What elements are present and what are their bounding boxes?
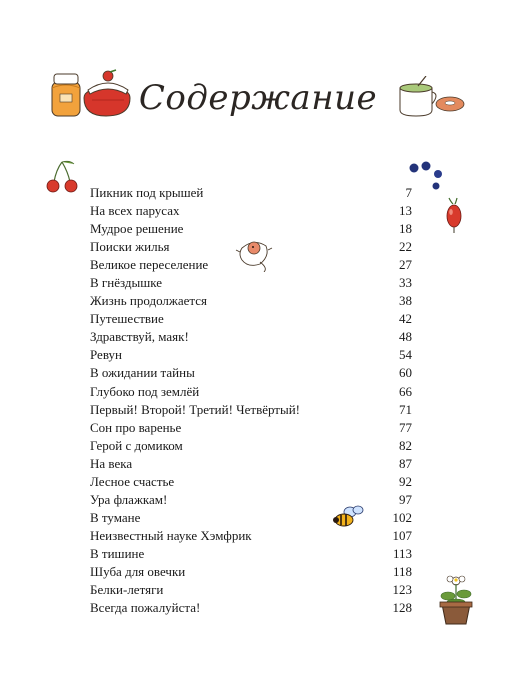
toc-item[interactable] bbox=[90, 581, 412, 599]
toc-item-page: 113 bbox=[392, 545, 412, 561]
toc-item[interactable] bbox=[90, 383, 412, 401]
toc-item[interactable] bbox=[90, 220, 412, 238]
toc-item-page: 48 bbox=[399, 329, 412, 345]
toc-item-page: 33 bbox=[399, 275, 412, 291]
toc-item[interactable] bbox=[90, 292, 412, 310]
toc-item-title: Мудрое решение bbox=[90, 221, 184, 237]
toc-item[interactable] bbox=[90, 419, 412, 437]
toc-item[interactable] bbox=[90, 527, 412, 545]
toc-item-title: Глубоко под землёй bbox=[90, 383, 200, 399]
toc-item[interactable] bbox=[90, 310, 412, 328]
toc-item[interactable] bbox=[90, 563, 412, 581]
toc-item[interactable] bbox=[90, 256, 412, 274]
toc-item[interactable] bbox=[90, 509, 412, 527]
toc-item-title: В тумане bbox=[90, 509, 141, 525]
toc-item-title: Поиски жилья bbox=[90, 239, 170, 255]
toc-item[interactable] bbox=[90, 346, 412, 364]
toc-item[interactable] bbox=[90, 545, 412, 563]
toc-item-title: Белки-летяги bbox=[90, 582, 164, 598]
toc-item-page: 123 bbox=[392, 582, 412, 598]
toc-item-title: Жизнь продолжается bbox=[90, 293, 207, 309]
toc-item[interactable] bbox=[90, 473, 412, 491]
toc-item-page: 42 bbox=[399, 311, 412, 327]
toc-item-title: В ожидании тайны bbox=[90, 365, 195, 381]
toc-item-title: На века bbox=[90, 455, 133, 471]
jam-jars-icon bbox=[48, 68, 134, 120]
toc-item-page: 71 bbox=[399, 401, 412, 417]
toc-item[interactable] bbox=[90, 437, 412, 455]
toc-item-page: 27 bbox=[399, 257, 412, 273]
toc-item-title: Великое переселение bbox=[90, 257, 209, 273]
page-title: Содержание bbox=[138, 78, 378, 118]
toc-item-page: 38 bbox=[399, 293, 412, 309]
toc-item-page: 92 bbox=[399, 473, 412, 489]
toc-item-page: 7 bbox=[405, 185, 412, 200]
toc-item-page: 66 bbox=[399, 383, 412, 399]
toc-item-title: Здравствуй, маяк! bbox=[90, 329, 189, 345]
toc-item[interactable] bbox=[90, 328, 412, 346]
toc-item-title: В тишине bbox=[90, 545, 145, 561]
toc-item-title: Неизвестный науке Хэмфрик bbox=[90, 527, 252, 543]
toc-item-page: 77 bbox=[399, 419, 412, 435]
toc-item[interactable] bbox=[90, 238, 412, 256]
toc-item-title: Всегда пожалуйста! bbox=[90, 600, 201, 616]
toc-item-title: Лесное счастье bbox=[90, 473, 175, 489]
toc-item-page: 60 bbox=[399, 365, 412, 381]
tea-cup-icon bbox=[396, 76, 468, 118]
flower-pot-icon bbox=[436, 572, 476, 626]
toc-item-page: 82 bbox=[399, 437, 412, 453]
toc-item-title: Пикник под крышей bbox=[90, 185, 204, 200]
toc-item-title: Сон про варенье bbox=[90, 419, 182, 435]
toc-item-title: Ревун bbox=[90, 347, 122, 363]
toc-item-page: 87 bbox=[399, 455, 412, 471]
toc-item-page: 128 bbox=[392, 600, 412, 616]
toc-item[interactable] bbox=[90, 184, 412, 202]
toc-item-title: Путешествие bbox=[90, 311, 164, 327]
toc-item[interactable] bbox=[90, 401, 412, 419]
toc-item-title: В гнёздышке bbox=[90, 275, 163, 291]
toc-item-page: 18 bbox=[399, 221, 412, 237]
toc-item-title: На всех парусах bbox=[90, 203, 180, 219]
table-of-contents bbox=[90, 184, 412, 617]
toc-item-page: 118 bbox=[392, 563, 412, 579]
toc-item-title: Первый! Второй! Третий! Четвёртый! bbox=[90, 401, 301, 417]
cherries-icon bbox=[44, 160, 80, 194]
toc-item[interactable] bbox=[90, 364, 412, 382]
toc-item[interactable] bbox=[90, 202, 412, 220]
toc-item[interactable] bbox=[90, 599, 412, 617]
toc-item-page: 22 bbox=[399, 239, 412, 255]
toc-item-page: 13 bbox=[399, 203, 412, 219]
toc-item-page: 102 bbox=[392, 509, 412, 525]
blueberries-icon bbox=[408, 160, 448, 194]
toc-item[interactable] bbox=[90, 491, 412, 509]
toc-item-title: Герой с домиком bbox=[90, 437, 183, 453]
toc-item-title: Шуба для овечки bbox=[90, 563, 186, 579]
toc-item-title: Ура флажкам! bbox=[90, 491, 168, 507]
toc-item-page: 97 bbox=[399, 491, 412, 507]
toc-item[interactable] bbox=[90, 274, 412, 292]
rosehip-icon bbox=[443, 196, 467, 236]
toc-item[interactable] bbox=[90, 455, 412, 473]
toc-item-page: 54 bbox=[399, 347, 412, 363]
toc-item-page: 107 bbox=[392, 527, 412, 543]
